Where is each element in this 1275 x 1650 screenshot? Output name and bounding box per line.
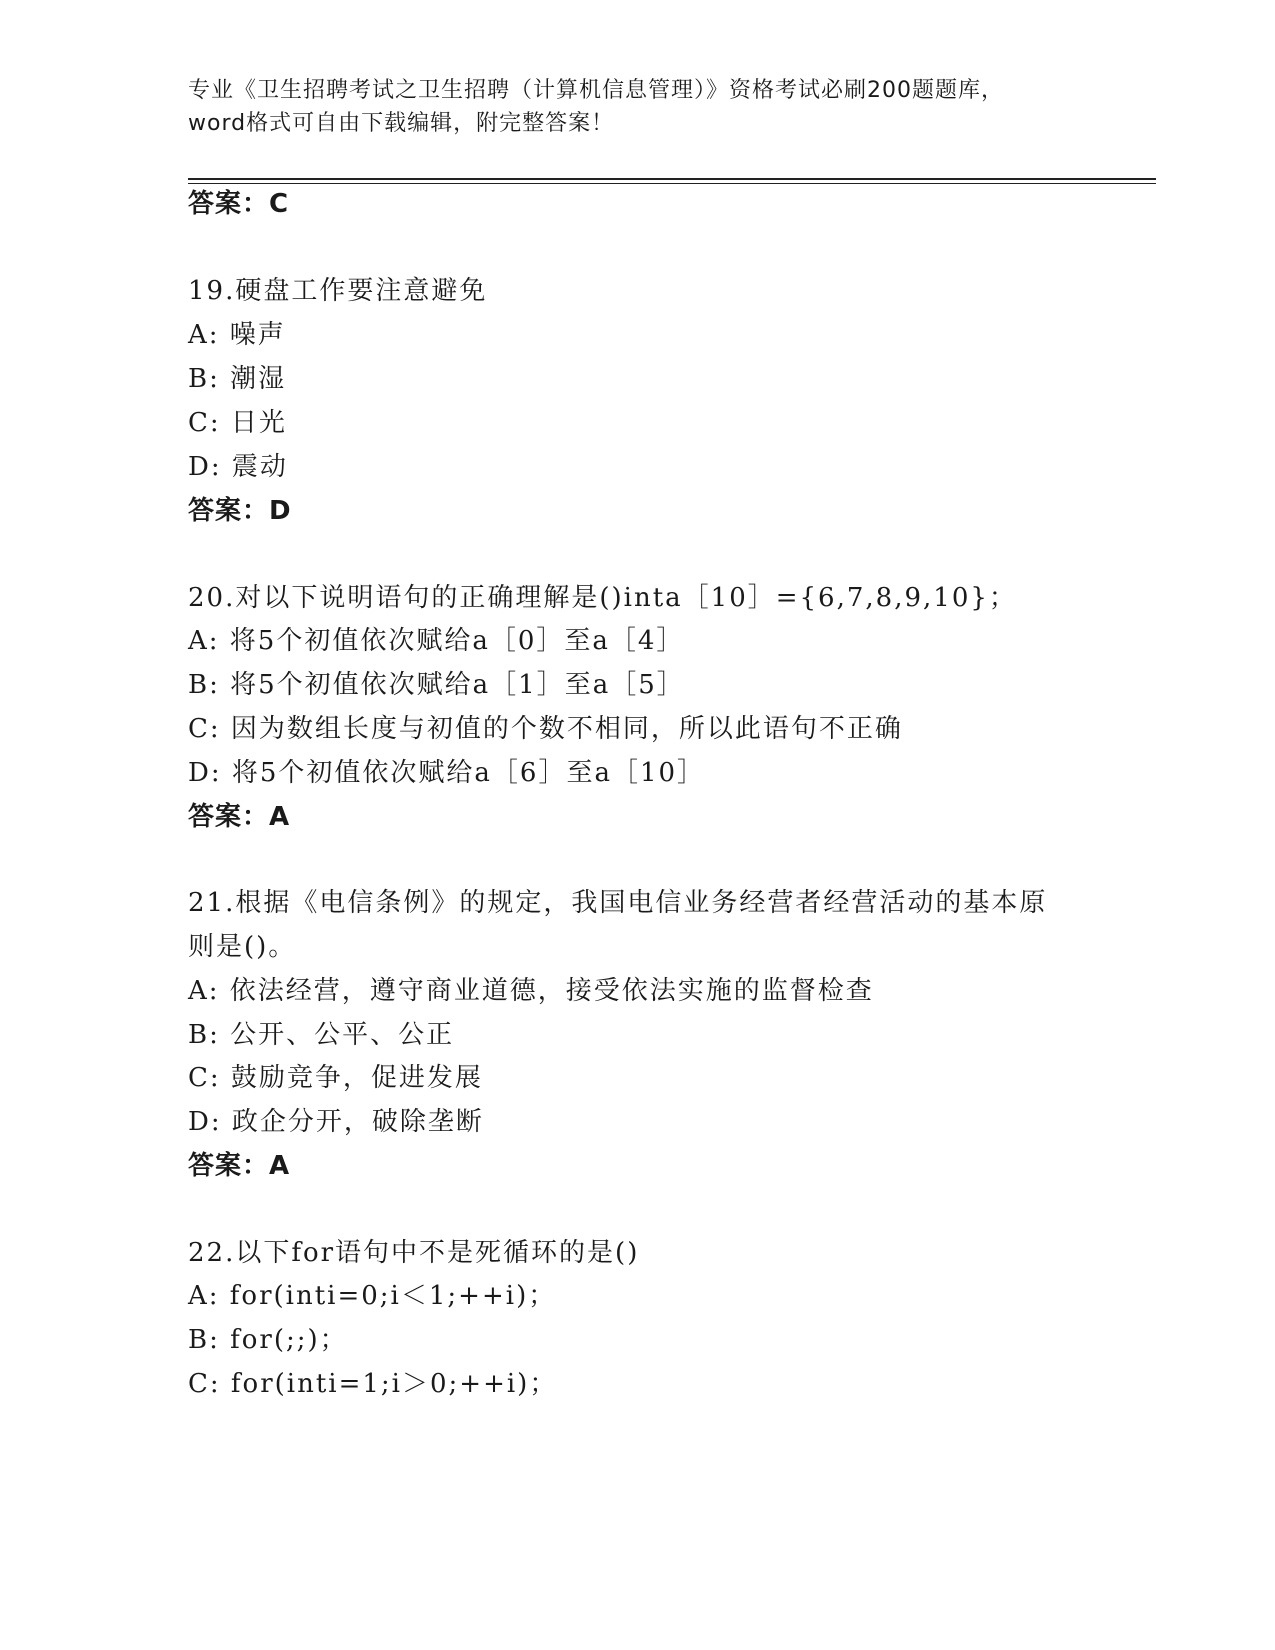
question-20-option-d: D: 将5个初值依次赋给a［6］至a［10］ [188,758,706,788]
document-header [188,74,1088,140]
header-rule-thick [188,178,1156,180]
question-19-option-c: C: 日光 [188,408,287,438]
header-rule-thin [188,183,1156,184]
question-19-stem: 19.硬盘工作要注意避免 [188,276,488,306]
question-19-option-a: A: 噪声 [188,320,286,350]
answer-q21: 答案：A [188,1151,291,1181]
question-19-option-d: D: 震动 [188,452,288,482]
question-20-option-a: A: 将5个初值依次赋给a［0］至a［4］ [188,626,685,656]
question-21-stem: 21.根据《电信条例》的规定，我国电信业务经营者经营活动的基本原 [188,888,1048,918]
question-21-option-c: C: 鼓励竞争，促进发展 [188,1063,483,1093]
answer-q18: 答案：C [188,189,290,219]
question-19-option-b: B: 潮湿 [188,364,287,394]
answer-q20: 答案：A [188,802,291,832]
question-22-option-c: C: for(inti=1;i＞0;++i)； [188,1369,558,1399]
question-20-stem: 20.对以下说明语句的正确理解是()inta［10］={6,7,8,9,10}； [188,583,1017,613]
question-21-option-d: D: 政企分开，破除垄断 [188,1107,484,1137]
question-22-option-b: B: for(;;)； [188,1325,348,1355]
question-20-option-b: B: 将5个初值依次赋给a［1］至a［5］ [188,670,685,700]
question-22-stem: 22.以下for语句中不是死循环的是() [188,1238,640,1268]
question-21-option-b: B: 公开、公平、公正 [188,1020,455,1050]
header-line-1: 专业《卫生招聘考试之卫生招聘（计算机信息管理）》资格考试必刷200题题库， [188,78,1004,103]
question-21-stem-cont: 则是()。 [188,932,297,962]
question-20-option-c: C: 因为数组长度与初值的个数不相同，所以此语句不正确 [188,714,903,744]
question-22-option-a: A: for(inti=0;i＜1;++i)； [188,1281,557,1311]
answer-q19: 答案：D [188,496,292,526]
question-21-option-a: A: 依法经营，遵守商业道德，接受依法实施的监督检查 [188,976,874,1006]
header-line-2: word格式可自由下载编辑，附完整答案！ [188,111,615,136]
